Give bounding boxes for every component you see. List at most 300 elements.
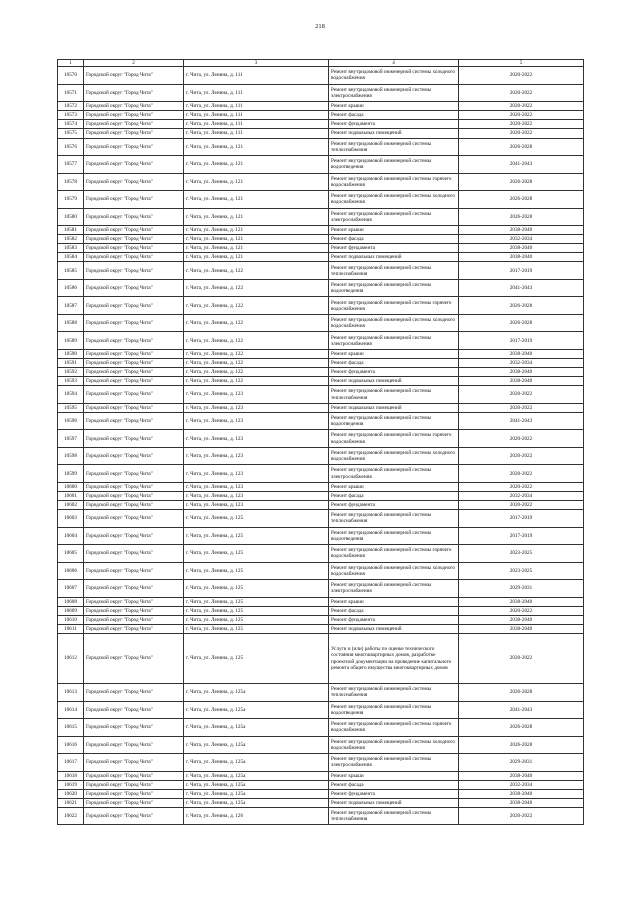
period-cell: 2017-2019 xyxy=(459,262,584,280)
period-cell: 2038-2040 xyxy=(459,798,584,807)
address-cell: г. Чита, ул. Ленина, д. 125а xyxy=(184,771,329,780)
work-type-cell: Ремонт подвальных помещений xyxy=(329,377,459,386)
row-id: 10584 xyxy=(58,253,84,262)
period-cell: 2029-2031 xyxy=(459,580,584,598)
work-type-cell: Ремонт подвальных помещений xyxy=(329,403,459,412)
row-id: 10583 xyxy=(58,244,84,253)
period-cell: 2026-2028 xyxy=(459,684,584,702)
address-cell: г. Чита, ул. Ленина, д. 121 xyxy=(184,138,329,156)
period-cell: 2038-2040 xyxy=(459,253,584,262)
municipality-cell: Городской округ "Город Чита" xyxy=(84,403,184,412)
row-id: 10622 xyxy=(58,807,84,825)
row-id: 10570 xyxy=(58,67,84,85)
address-cell: г. Чита, ул. Ленина, д. 122 xyxy=(184,359,329,368)
work-type-cell: Ремонт внутридомовой инженерной системы теплоснабжения xyxy=(329,807,459,825)
period-cell: 2017-2019 xyxy=(459,527,584,545)
row-id: 10582 xyxy=(58,235,84,244)
period-cell: 2020-2022 xyxy=(459,634,584,684)
work-type-cell: Ремонт подвальных помещений xyxy=(329,129,459,138)
row-id: 10608 xyxy=(58,597,84,606)
address-cell: г. Чита, ул. Ленина, д. 123 xyxy=(184,430,329,448)
row-id: 10577 xyxy=(58,156,84,174)
address-cell: г. Чита, ул. Ленина, д. 125 xyxy=(184,615,329,624)
municipality-cell: Городской округ "Город Чита" xyxy=(84,377,184,386)
work-type-cell: Ремонт внутридомовой инженерной системы водоотведения xyxy=(329,412,459,430)
row-id: 10580 xyxy=(58,208,84,226)
row-id: 10595 xyxy=(58,403,84,412)
work-type-cell: Ремонт внутридомовой инженерной системы горячего водоснабжения xyxy=(329,719,459,737)
row-id: 10591 xyxy=(58,359,84,368)
address-cell: г. Чита, ул. Ленина, д. 123 xyxy=(184,482,329,491)
address-cell: г. Чита, ул. Ленина, д. 121 xyxy=(184,253,329,262)
municipality-cell: Городской округ "Город Чита" xyxy=(84,798,184,807)
municipality-cell: Городской округ "Город Чита" xyxy=(84,349,184,358)
municipality-cell: Городской округ "Город Чита" xyxy=(84,279,184,297)
table-row xyxy=(58,789,584,798)
municipality-cell: Городской округ "Город Чита" xyxy=(84,386,184,404)
table-row xyxy=(58,771,584,780)
table-row xyxy=(58,545,584,563)
work-type-cell: Ремонт крыши xyxy=(329,226,459,235)
address-cell: г. Чита, ул. Ленина, д. 121 xyxy=(184,235,329,244)
municipality-cell: Городской округ "Город Чита" xyxy=(84,701,184,719)
municipality-cell: Городской округ "Город Чита" xyxy=(84,253,184,262)
table-row xyxy=(58,510,584,528)
work-type-cell: Ремонт фасада xyxy=(329,111,459,120)
row-id: 10617 xyxy=(58,754,84,772)
period-cell: 2026-2028 xyxy=(459,297,584,315)
row-id: 10592 xyxy=(58,368,84,377)
table-row xyxy=(58,447,584,465)
table-row xyxy=(58,501,584,510)
row-id: 10611 xyxy=(58,624,84,633)
municipality-cell: Городской округ "Город Чита" xyxy=(84,262,184,280)
work-type-cell: Ремонт фасада xyxy=(329,606,459,615)
period-cell: 2038-2040 xyxy=(459,597,584,606)
row-id: 10610 xyxy=(58,615,84,624)
period-cell: 2026-2028 xyxy=(459,314,584,332)
address-cell: г. Чита, ул. Ленина, д. 111 xyxy=(184,129,329,138)
work-type-cell: Ремонт крыши xyxy=(329,771,459,780)
address-cell: г. Чита, ул. Ленина, д. 125а xyxy=(184,754,329,772)
row-id: 10574 xyxy=(58,120,84,129)
address-cell: г. Чита, ул. Ленина, д. 123 xyxy=(184,447,329,465)
period-cell: 2020-2022 xyxy=(459,111,584,120)
municipality-cell: Городской округ "Город Чита" xyxy=(84,624,184,633)
period-cell: 2032-2034 xyxy=(459,235,584,244)
period-cell: 2026-2028 xyxy=(459,719,584,737)
work-type-cell: Ремонт внутридомовой инженерной системы горячего водоснабжения xyxy=(329,297,459,315)
period-cell: 2038-2040 xyxy=(459,349,584,358)
address-cell: г. Чита, ул. Ленина, д. 125 xyxy=(184,580,329,598)
table-row xyxy=(58,386,584,404)
row-id: 10581 xyxy=(58,226,84,235)
address-cell: г. Чита, ул. Ленина, д. 125а xyxy=(184,719,329,737)
municipality-cell: Городской округ "Город Чита" xyxy=(84,412,184,430)
period-cell: 2020-2022 xyxy=(459,386,584,404)
table-row xyxy=(58,332,584,350)
row-id: 10619 xyxy=(58,780,84,789)
municipality-cell: Городской округ "Город Чита" xyxy=(84,754,184,772)
address-cell: г. Чита, ул. Ленина, д. 123 xyxy=(184,386,329,404)
period-cell: 2020-2022 xyxy=(459,807,584,825)
row-id: 10612 xyxy=(58,634,84,684)
municipality-cell: Городской округ "Город Чита" xyxy=(84,684,184,702)
period-cell: 2026-2028 xyxy=(459,736,584,754)
table-row xyxy=(58,67,584,85)
period-cell: 2020-2022 xyxy=(459,67,584,85)
row-id: 10596 xyxy=(58,412,84,430)
table-row xyxy=(58,412,584,430)
table-row xyxy=(58,562,584,580)
work-type-cell: Ремонт крыши xyxy=(329,482,459,491)
table-row xyxy=(58,701,584,719)
table-row xyxy=(58,349,584,358)
work-type-cell: Услуги и (или) работы по оценке технического состояния многоквартирных домов, разработке проектной документации на проведение капитального ремонта общего имущества многоквартирных домов xyxy=(329,634,459,684)
row-id: 10603 xyxy=(58,510,84,528)
table-row xyxy=(58,798,584,807)
municipality-cell: Городской округ "Город Чита" xyxy=(84,102,184,111)
work-type-cell: Ремонт внутридомовой инженерной системы теплоснабжения xyxy=(329,510,459,528)
row-id: 10589 xyxy=(58,332,84,350)
period-cell: 2020-2022 xyxy=(459,430,584,448)
period-cell: 2020-2022 xyxy=(459,447,584,465)
work-type-cell: Ремонт внутридомовой инженерной системы электроснабжения xyxy=(329,84,459,102)
table-row xyxy=(58,120,584,129)
table-row xyxy=(58,807,584,825)
work-type-cell: Ремонт фундамента xyxy=(329,615,459,624)
address-cell: г. Чита, ул. Ленина, д. 125 xyxy=(184,562,329,580)
municipality-cell: Городской округ "Город Чита" xyxy=(84,789,184,798)
address-cell: г. Чита, ул. Ленина, д. 125 xyxy=(184,510,329,528)
work-type-cell: Ремонт внутридомовой инженерной системы холодного водоснабжения xyxy=(329,67,459,85)
address-cell: г. Чита, ул. Ленина, д. 122 xyxy=(184,314,329,332)
row-id: 10576 xyxy=(58,138,84,156)
municipality-cell: Городской округ "Город Чита" xyxy=(84,562,184,580)
row-id: 10573 xyxy=(58,111,84,120)
table-row xyxy=(58,226,584,235)
row-id: 10602 xyxy=(58,501,84,510)
address-cell: г. Чита, ул. Ленина, д. 122 xyxy=(184,332,329,350)
address-cell: г. Чита, ул. Ленина, д. 125 xyxy=(184,545,329,563)
municipality-cell: Городской округ "Город Чита" xyxy=(84,359,184,368)
work-type-cell: Ремонт подвальных помещений xyxy=(329,798,459,807)
address-cell: г. Чита, ул. Ленина, д. 125а xyxy=(184,684,329,702)
row-id: 10588 xyxy=(58,314,84,332)
work-type-cell: Ремонт крыши xyxy=(329,597,459,606)
period-cell: 2023-2025 xyxy=(459,545,584,563)
address-cell: г. Чита, ул. Ленина, д. 125 xyxy=(184,634,329,684)
table-body xyxy=(58,60,584,825)
address-cell: г. Чита, ул. Ленина, д. 122 xyxy=(184,368,329,377)
row-id: 10578 xyxy=(58,173,84,191)
address-cell: г. Чита, ул. Ленина, д. 111 xyxy=(184,111,329,120)
municipality-cell: Городской округ "Город Чита" xyxy=(84,368,184,377)
address-cell: г. Чита, ул. Ленина, д. 121 xyxy=(184,191,329,209)
row-id: 10614 xyxy=(58,701,84,719)
period-cell: 2032-2034 xyxy=(459,359,584,368)
municipality-cell: Городской округ "Город Чита" xyxy=(84,807,184,825)
period-cell: 2038-2040 xyxy=(459,377,584,386)
municipality-cell: Городской округ "Город Чита" xyxy=(84,297,184,315)
municipality-cell: Городской округ "Город Чита" xyxy=(84,111,184,120)
address-cell: г. Чита, ул. Ленина, д. 122 xyxy=(184,377,329,386)
table-row xyxy=(58,482,584,491)
municipality-cell: Городской округ "Город Чита" xyxy=(84,120,184,129)
row-id: 10615 xyxy=(58,719,84,737)
repair-schedule-table xyxy=(57,59,584,825)
period-cell: 2026-2028 xyxy=(459,191,584,209)
municipality-cell: Городской округ "Город Чита" xyxy=(84,597,184,606)
work-type-cell: Ремонт внутридомовой инженерной системы теплоснабжения xyxy=(329,262,459,280)
address-cell: г. Чита, ул. Ленина, д. 125а xyxy=(184,789,329,798)
municipality-cell: Городской округ "Город Чита" xyxy=(84,67,184,85)
row-id: 10575 xyxy=(58,129,84,138)
period-cell: 2020-2022 xyxy=(459,403,584,412)
period-cell: 2023-2025 xyxy=(459,562,584,580)
municipality-cell: Городской округ "Город Чита" xyxy=(84,545,184,563)
table-row xyxy=(58,279,584,297)
row-id: 10585 xyxy=(58,262,84,280)
table-row xyxy=(58,235,584,244)
period-cell: 2032-2034 xyxy=(459,492,584,501)
address-cell: г. Чита, ул. Ленина, д. 125а xyxy=(184,780,329,789)
municipality-cell: Городской округ "Город Чита" xyxy=(84,606,184,615)
work-type-cell: Ремонт внутридомовой инженерной системы холодного водоснабжения xyxy=(329,447,459,465)
table-row xyxy=(58,359,584,368)
row-id: 10600 xyxy=(58,482,84,491)
address-cell: г. Чита, ул. Ленина, д. 126 xyxy=(184,807,329,825)
address-cell: г. Чита, ул. Ленина, д. 125 xyxy=(184,527,329,545)
period-cell: 2029-2031 xyxy=(459,754,584,772)
municipality-cell: Городской округ "Город Чита" xyxy=(84,332,184,350)
address-cell: г. Чита, ул. Ленина, д. 121 xyxy=(184,173,329,191)
row-id: 10597 xyxy=(58,430,84,448)
address-cell: г. Чита, ул. Ленина, д. 123 xyxy=(184,501,329,510)
address-cell: г. Чита, ул. Ленина, д. 122 xyxy=(184,262,329,280)
work-type-cell: Ремонт крыши xyxy=(329,102,459,111)
address-cell: г. Чита, ул. Ленина, д. 121 xyxy=(184,208,329,226)
row-id: 10607 xyxy=(58,580,84,598)
period-cell: 2026-2028 xyxy=(459,138,584,156)
table-row xyxy=(58,492,584,501)
work-type-cell: Ремонт внутридомовой инженерной системы теплоснабжения xyxy=(329,684,459,702)
municipality-cell: Городской округ "Город Чита" xyxy=(84,138,184,156)
row-id: 10599 xyxy=(58,465,84,483)
table-row xyxy=(58,719,584,737)
page-number: 218 xyxy=(315,23,325,30)
period-cell: 2020-2022 xyxy=(459,102,584,111)
period-cell: 2026-2028 xyxy=(459,208,584,226)
table-row xyxy=(58,156,584,174)
period-cell: 2020-2022 xyxy=(459,482,584,491)
period-cell: 2038-2040 xyxy=(459,226,584,235)
column-number: 5 xyxy=(459,60,584,67)
municipality-cell: Городской округ "Город Чита" xyxy=(84,615,184,624)
address-cell: г. Чита, ул. Ленина, д. 121 xyxy=(184,226,329,235)
column-number-row xyxy=(58,60,584,67)
period-cell: 2020-2022 xyxy=(459,120,584,129)
municipality-cell: Городской округ "Город Чита" xyxy=(84,430,184,448)
table-row xyxy=(58,377,584,386)
address-cell: г. Чита, ул. Ленина, д. 125а xyxy=(184,736,329,754)
address-cell: г. Чита, ул. Ленина, д. 111 xyxy=(184,67,329,85)
work-type-cell: Ремонт фасада xyxy=(329,492,459,501)
address-cell: г. Чита, ул. Ленина, д. 122 xyxy=(184,349,329,358)
table-row xyxy=(58,297,584,315)
row-id: 10593 xyxy=(58,377,84,386)
table-row xyxy=(58,262,584,280)
table-row xyxy=(58,191,584,209)
row-id: 10606 xyxy=(58,562,84,580)
row-id: 10621 xyxy=(58,798,84,807)
address-cell: г. Чита, ул. Ленина, д. 111 xyxy=(184,84,329,102)
table-row xyxy=(58,754,584,772)
period-cell: 2038-2040 xyxy=(459,368,584,377)
municipality-cell: Городской округ "Город Чита" xyxy=(84,208,184,226)
row-id: 10572 xyxy=(58,102,84,111)
address-cell: г. Чита, ул. Ленина, д. 123 xyxy=(184,465,329,483)
municipality-cell: Городской округ "Город Чита" xyxy=(84,156,184,174)
municipality-cell: Городской округ "Город Чита" xyxy=(84,314,184,332)
municipality-cell: Городской округ "Город Чита" xyxy=(84,447,184,465)
row-id: 10613 xyxy=(58,684,84,702)
period-cell: 2017-2019 xyxy=(459,332,584,350)
work-type-cell: Ремонт внутридомовой инженерной системы электроснабжения xyxy=(329,754,459,772)
row-id: 10616 xyxy=(58,736,84,754)
period-cell: 2041-2043 xyxy=(459,701,584,719)
column-number: 3 xyxy=(184,60,329,67)
work-type-cell: Ремонт фундамента xyxy=(329,120,459,129)
work-type-cell: Ремонт фундамента xyxy=(329,244,459,253)
municipality-cell: Городской округ "Город Чита" xyxy=(84,510,184,528)
work-type-cell: Ремонт внутридомовой инженерной системы электроснабжения xyxy=(329,465,459,483)
work-type-cell: Ремонт внутридомовой инженерной системы электроснабжения xyxy=(329,580,459,598)
work-type-cell: Ремонт внутридомовой инженерной системы водоотведения xyxy=(329,527,459,545)
work-type-cell: Ремонт внутридомовой инженерной системы холодного водоснабжения xyxy=(329,314,459,332)
period-cell: 2020-2022 xyxy=(459,84,584,102)
table-row xyxy=(58,527,584,545)
period-cell: 2020-2022 xyxy=(459,465,584,483)
work-type-cell: Ремонт внутридомовой инженерной системы электроснабжения xyxy=(329,208,459,226)
period-cell: 2032-2034 xyxy=(459,780,584,789)
period-cell: 2038-2040 xyxy=(459,771,584,780)
period-cell: 2020-2022 xyxy=(459,129,584,138)
row-id: 10620 xyxy=(58,789,84,798)
municipality-cell: Городской округ "Город Чита" xyxy=(84,736,184,754)
address-cell: г. Чита, ул. Ленина, д. 111 xyxy=(184,102,329,111)
address-cell: г. Чита, ул. Ленина, д. 125 xyxy=(184,606,329,615)
work-type-cell: Ремонт подвальных помещений xyxy=(329,253,459,262)
row-id: 10579 xyxy=(58,191,84,209)
period-cell: 2041-2043 xyxy=(459,412,584,430)
table-row xyxy=(58,102,584,111)
municipality-cell: Городской округ "Город Чита" xyxy=(84,191,184,209)
table-row xyxy=(58,634,584,684)
municipality-cell: Городской округ "Город Чита" xyxy=(84,527,184,545)
table-row xyxy=(58,368,584,377)
municipality-cell: Городской округ "Город Чита" xyxy=(84,780,184,789)
table-row xyxy=(58,615,584,624)
table-row xyxy=(58,606,584,615)
table-row xyxy=(58,597,584,606)
row-id: 10594 xyxy=(58,386,84,404)
work-type-cell: Ремонт внутридомовой инженерной системы водоотведения xyxy=(329,156,459,174)
period-cell: 2038-2040 xyxy=(459,615,584,624)
period-cell: 2041-2043 xyxy=(459,156,584,174)
table-row xyxy=(58,314,584,332)
period-cell: 2041-2043 xyxy=(459,279,584,297)
table-row xyxy=(58,253,584,262)
table-row xyxy=(58,624,584,633)
municipality-cell: Городской округ "Город Чита" xyxy=(84,244,184,253)
period-cell: 2038-2040 xyxy=(459,789,584,798)
municipality-cell: Городской округ "Город Чита" xyxy=(84,771,184,780)
period-cell: 2038-2040 xyxy=(459,624,584,633)
table-row xyxy=(58,580,584,598)
table-row xyxy=(58,465,584,483)
table-row xyxy=(58,430,584,448)
row-id: 10604 xyxy=(58,527,84,545)
address-cell: г. Чита, ул. Ленина, д. 111 xyxy=(184,120,329,129)
work-type-cell: Ремонт внутридомовой инженерной системы водоотведения xyxy=(329,701,459,719)
work-type-cell: Ремонт внутридомовой инженерной системы горячего водоснабжения xyxy=(329,173,459,191)
work-type-cell: Ремонт фасада xyxy=(329,235,459,244)
municipality-cell: Городской округ "Город Чита" xyxy=(84,84,184,102)
row-id: 10571 xyxy=(58,84,84,102)
work-type-cell: Ремонт фасада xyxy=(329,359,459,368)
address-cell: г. Чита, ул. Ленина, д. 121 xyxy=(184,156,329,174)
table-row xyxy=(58,684,584,702)
period-cell: 2026-2028 xyxy=(459,173,584,191)
row-id: 10618 xyxy=(58,771,84,780)
address-cell: г. Чита, ул. Ленина, д. 123 xyxy=(184,492,329,501)
municipality-cell: Городской округ "Город Чита" xyxy=(84,492,184,501)
table-row xyxy=(58,736,584,754)
municipality-cell: Городской округ "Город Чита" xyxy=(84,173,184,191)
work-type-cell: Ремонт внутридомовой инженерной системы горячего водоснабжения xyxy=(329,545,459,563)
column-number: 1 xyxy=(58,60,84,67)
municipality-cell: Городской округ "Город Чита" xyxy=(84,482,184,491)
municipality-cell: Городской округ "Город Чита" xyxy=(84,634,184,684)
municipality-cell: Городской округ "Город Чита" xyxy=(84,501,184,510)
address-cell: г. Чита, ул. Ленина, д. 121 xyxy=(184,244,329,253)
row-id: 10590 xyxy=(58,349,84,358)
table-row xyxy=(58,780,584,789)
period-cell: 2020-2022 xyxy=(459,606,584,615)
row-id: 10586 xyxy=(58,279,84,297)
work-type-cell: Ремонт внутридомовой инженерной системы водоотведения xyxy=(329,279,459,297)
row-id: 10587 xyxy=(58,297,84,315)
column-number: 4 xyxy=(329,60,459,67)
work-type-cell: Ремонт внутридомовой инженерной системы холодного водоснабжения xyxy=(329,736,459,754)
work-type-cell: Ремонт внутридомовой инженерной системы теплоснабжения xyxy=(329,386,459,404)
period-cell: 2038-2040 xyxy=(459,244,584,253)
table-row xyxy=(58,208,584,226)
row-id: 10598 xyxy=(58,447,84,465)
period-cell: 2017-2019 xyxy=(459,510,584,528)
address-cell: г. Чита, ул. Ленина, д. 125 xyxy=(184,597,329,606)
address-cell: г. Чита, ул. Ленина, д. 125а xyxy=(184,701,329,719)
work-type-cell: Ремонт фундамента xyxy=(329,501,459,510)
table-row xyxy=(58,84,584,102)
work-type-cell: Ремонт внутридомовой инженерной системы теплоснабжения xyxy=(329,138,459,156)
table-row xyxy=(58,244,584,253)
address-cell: г. Чита, ул. Ленина, д. 123 xyxy=(184,412,329,430)
row-id: 10605 xyxy=(58,545,84,563)
row-id: 10609 xyxy=(58,606,84,615)
address-cell: г. Чита, ул. Ленина, д. 125 xyxy=(184,624,329,633)
